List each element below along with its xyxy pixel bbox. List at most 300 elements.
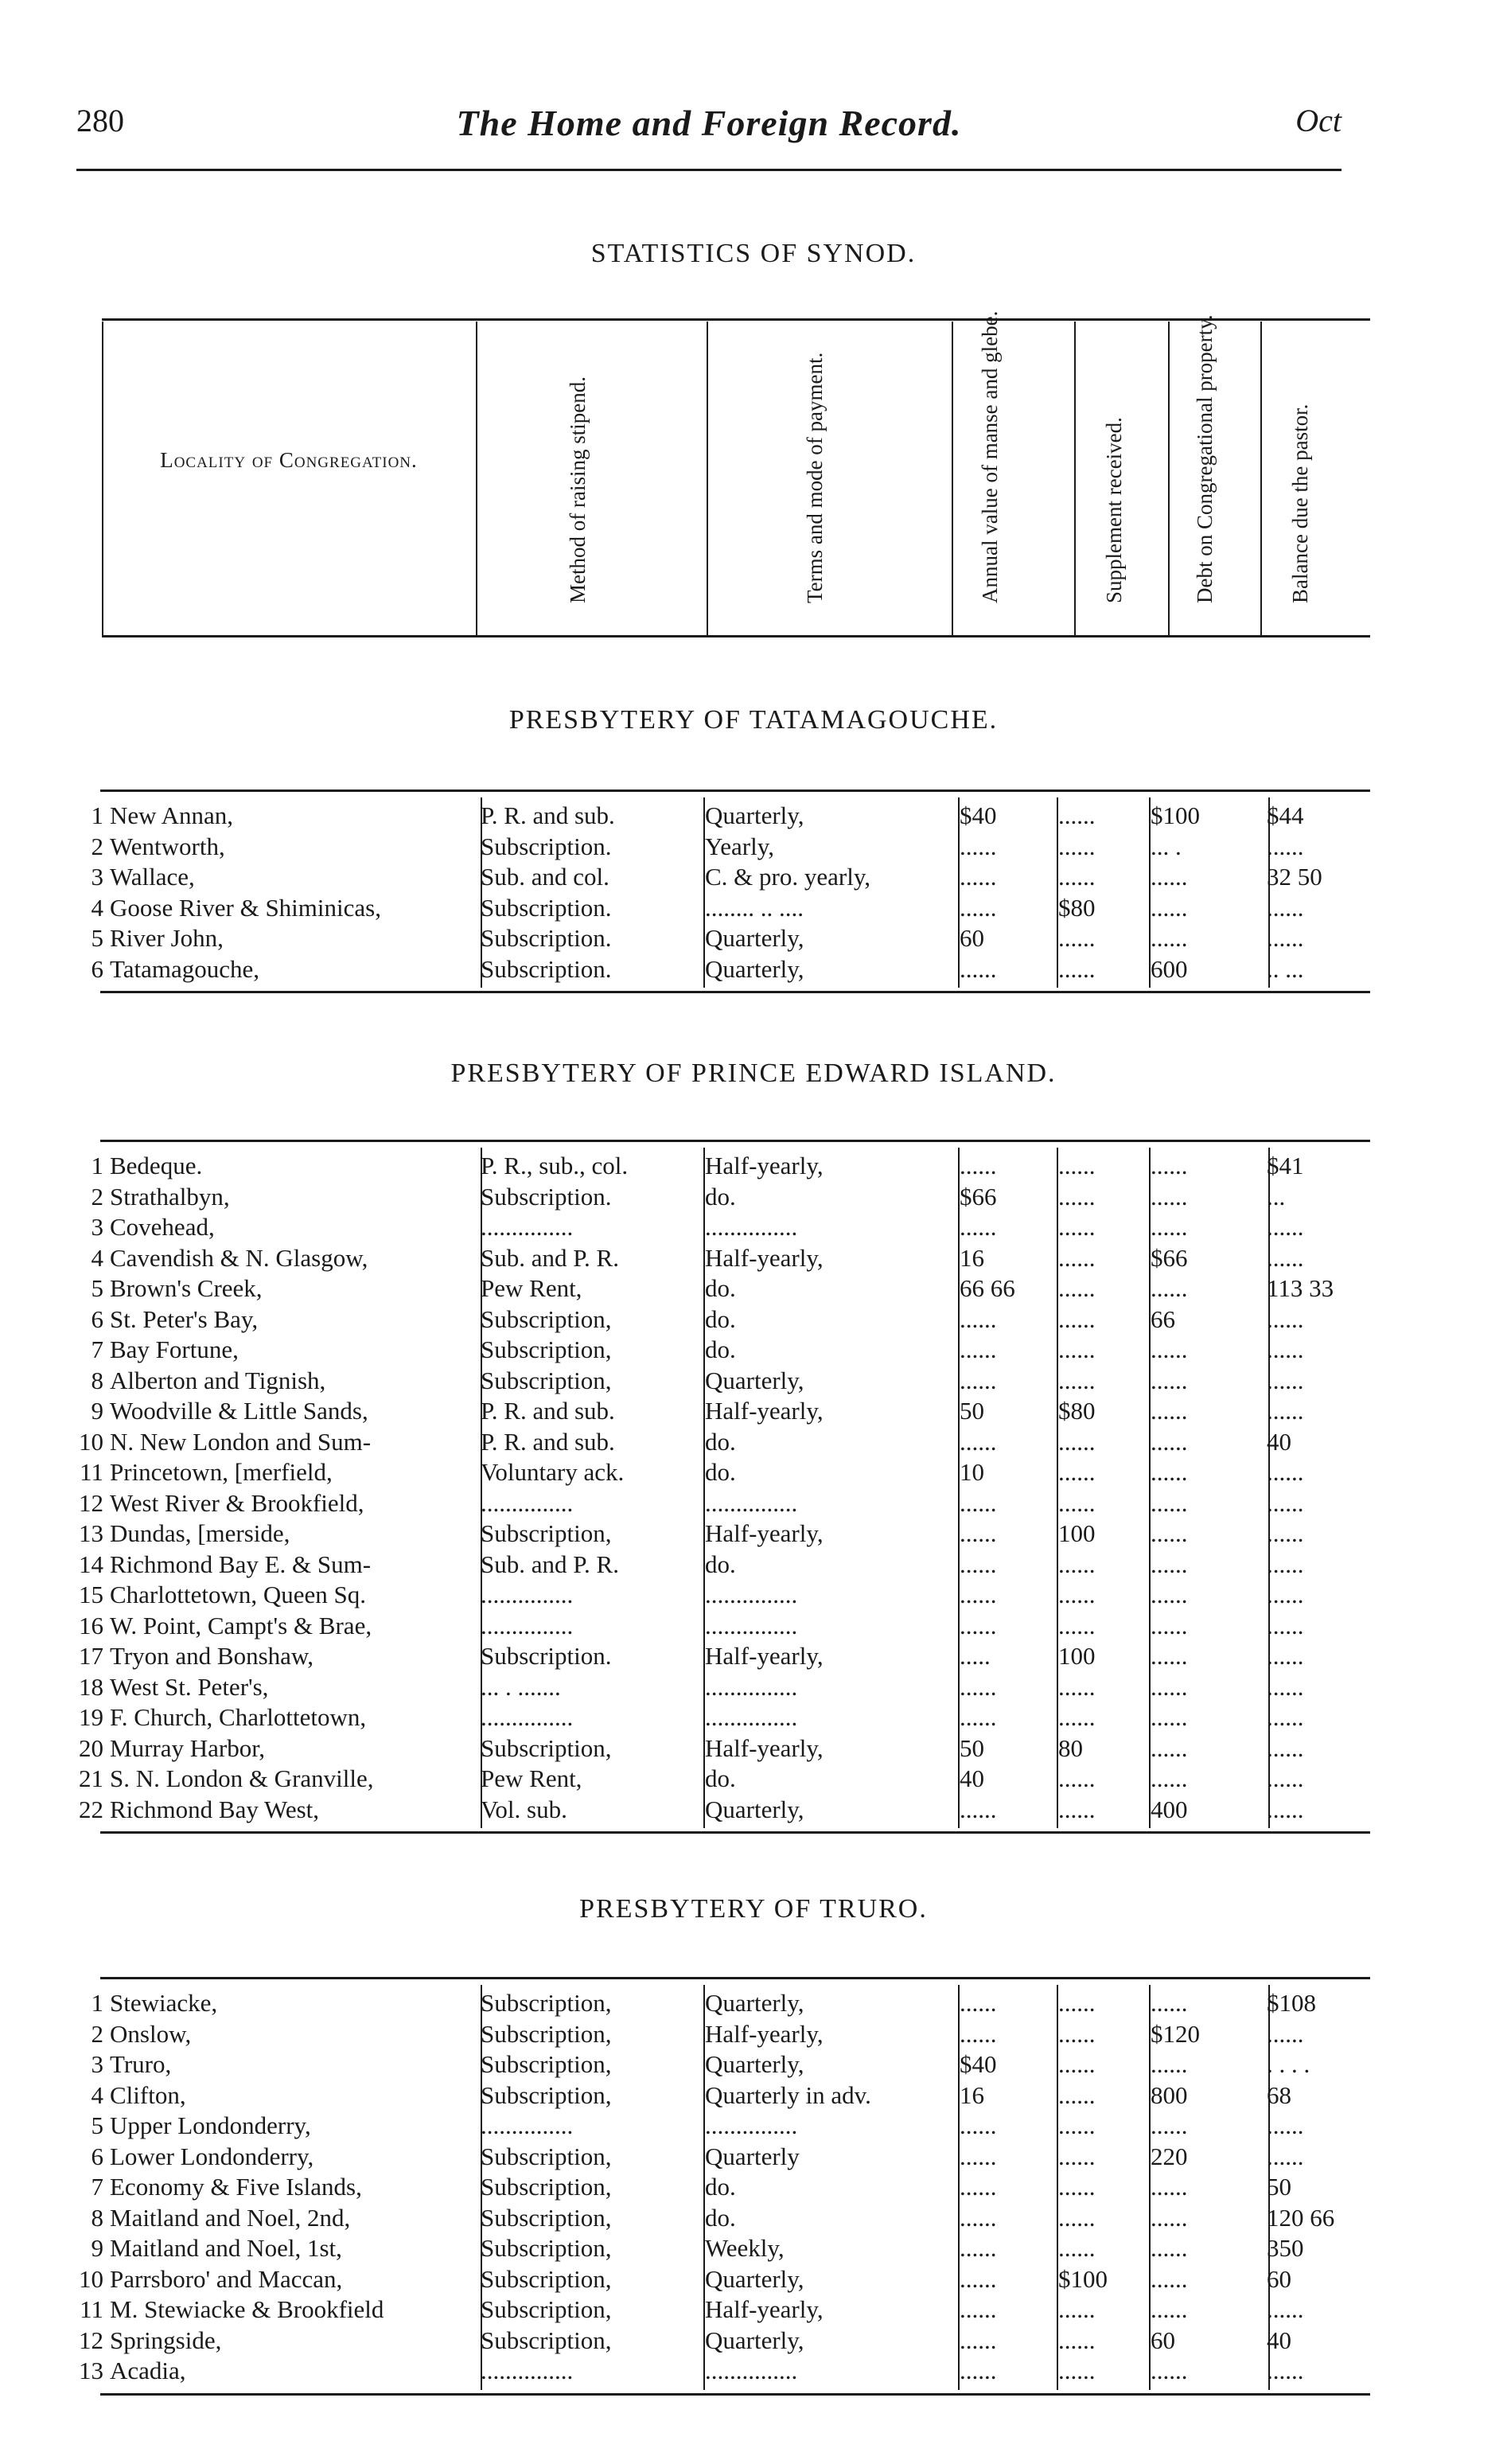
method-cell: Sub. and col.: [481, 863, 609, 891]
method-cell: Subscription.: [481, 954, 612, 983]
debt-cell: ......: [1151, 1488, 1188, 1517]
row-number: 2: [91, 832, 103, 860]
table-row: [76, 2172, 1370, 2202]
method-cell: Subscription.: [481, 1642, 612, 1670]
row-number: 8: [91, 1366, 103, 1394]
manse-cell: ......: [960, 863, 997, 891]
debt-cell: ......: [1151, 1550, 1188, 1578]
method-cell: ...............: [481, 1611, 574, 1639]
locality-cell: N. New London and Sum-: [110, 1427, 372, 1456]
debt-cell: ......: [1151, 1182, 1188, 1211]
terms-cell: Quarterly,: [705, 1795, 804, 1823]
locality-cell: Woodville & Little Sands,: [110, 1397, 368, 1425]
balance-cell: 50: [1267, 2173, 1291, 2201]
balance-cell: ......: [1267, 1335, 1304, 1363]
debt-cell: ......: [1151, 1764, 1188, 1792]
column-header-supplement: Supplement received.: [1102, 417, 1126, 603]
locality-cell: Truro,: [110, 2050, 172, 2078]
table-bottom-rule: [100, 2393, 1370, 2396]
supplement-cell: ......: [1058, 2019, 1096, 2048]
row-number: 7: [91, 2173, 103, 2201]
debt-cell: ......: [1151, 2111, 1188, 2139]
locality-cell: M. Stewiacke & Brookfield: [110, 2295, 384, 2323]
locality-cell: Richmond Bay West,: [110, 1795, 320, 1823]
table-row: [76, 1396, 1370, 1426]
balance-cell: ......: [1267, 1550, 1304, 1578]
locality-cell: S. N. London & Granville,: [110, 1764, 374, 1792]
locality-cell: F. Church, Charlottetown,: [110, 1703, 367, 1731]
balance-cell: ......: [1267, 2019, 1304, 2048]
debt-cell: ......: [1151, 2203, 1188, 2232]
balance-cell: 120 66: [1267, 2203, 1335, 2232]
table-row: [76, 1457, 1370, 1487]
table-row: [76, 1580, 1370, 1610]
terms-cell: Quarterly,: [705, 954, 804, 983]
debt-cell: ......: [1151, 1581, 1188, 1608]
manse-cell: ......: [960, 1152, 997, 1179]
row-number: 20: [79, 1733, 103, 1762]
manse-cell: 50: [960, 1397, 984, 1425]
balance-cell: ......: [1267, 832, 1304, 860]
row-number: 5: [91, 924, 103, 952]
locality-cell: Charlottetown, Queen Sq.: [110, 1581, 367, 1608]
debt-cell: ......: [1151, 2234, 1188, 2262]
supplement-cell: ......: [1058, 863, 1096, 891]
debt-cell: 66: [1151, 1304, 1175, 1333]
row-number: 21: [79, 1764, 103, 1792]
table-row: [76, 1672, 1370, 1702]
supplement-cell: ......: [1058, 1243, 1096, 1272]
supplement-cell: ......: [1058, 801, 1096, 829]
terms-cell: ...............: [705, 1581, 798, 1608]
debt-cell: ......: [1151, 924, 1188, 952]
method-cell: Subscription,: [481, 2203, 612, 2232]
method-cell: P. R. and sub.: [481, 1427, 615, 1456]
balance-cell: ......: [1267, 1458, 1304, 1486]
row-number: 8: [91, 2203, 103, 2232]
running-header: [76, 102, 1342, 150]
column-header-block: [102, 310, 1370, 638]
supplement-cell: ......: [1058, 2111, 1096, 2139]
method-cell: Subscription.: [481, 832, 612, 860]
manse-cell: 16: [960, 2080, 984, 2109]
locality-cell: St. Peter's Bay,: [110, 1304, 259, 1333]
manse-cell: ......: [960, 2019, 997, 2048]
debt-cell: ......: [1151, 1458, 1188, 1486]
presbytery-title-tatamagouche: PRESBYTERY OF TATAMAGOUCHE.: [508, 705, 999, 735]
debt-cell: ......: [1151, 1672, 1188, 1701]
table-row: [76, 1641, 1370, 1671]
terms-cell: Quarterly,: [705, 2264, 804, 2293]
locality-cell: Economy & Five Islands,: [110, 2173, 362, 2201]
balance-cell: ...: [1267, 1182, 1286, 1211]
terms-cell: Half-yearly,: [705, 1243, 824, 1272]
debt-cell: ......: [1151, 2264, 1188, 2293]
balance-cell: ......: [1267, 2142, 1304, 2170]
row-number: 13: [79, 2357, 103, 2384]
locality-cell: Acadia,: [110, 2357, 186, 2384]
balance-cell: ......: [1267, 2111, 1304, 2139]
locality-cell: Cavendish & N. Glasgow,: [110, 1243, 368, 1272]
table-row: [76, 1304, 1370, 1335]
supplement-cell: ......: [1058, 1335, 1096, 1363]
table-row: [76, 1243, 1370, 1273]
method-cell: ...............: [481, 1213, 574, 1241]
table-bottom-rule: [100, 991, 1370, 993]
terms-cell: Yearly,: [705, 832, 774, 860]
manse-cell: ......: [960, 1795, 997, 1823]
terms-cell: do.: [705, 1764, 736, 1792]
row-number: 4: [91, 2080, 103, 2109]
row-number: 3: [91, 863, 103, 891]
manse-cell: ......: [960, 1581, 997, 1608]
method-cell: Subscription,: [481, 2295, 612, 2323]
table-row: [76, 1795, 1370, 1825]
table-prince-edward-island: [76, 1140, 1370, 1824]
supplement-cell: ......: [1058, 1550, 1096, 1578]
header-top-rule: [102, 318, 1370, 321]
manse-cell: ......: [960, 954, 997, 983]
page-number: 280: [76, 103, 124, 138]
method-cell: Subscription.: [481, 924, 612, 952]
terms-cell: do.: [705, 1182, 736, 1211]
debt-cell: $120: [1151, 2019, 1200, 2048]
row-number: 3: [91, 1213, 103, 1241]
table-tatamagouche: [76, 789, 1370, 988]
table-row: [76, 2264, 1370, 2294]
row-number: 13: [79, 1519, 103, 1547]
balance-cell: ......: [1267, 1519, 1304, 1547]
table-row: [76, 1212, 1370, 1242]
locality-cell: Tryon and Bonshaw,: [110, 1642, 314, 1670]
locality-cell: Clifton,: [110, 2080, 186, 2109]
supplement-cell: ......: [1058, 1304, 1096, 1333]
method-cell: Pew Rent,: [481, 1764, 582, 1792]
method-cell: Sub. and P. R.: [481, 1550, 619, 1578]
method-cell: Subscription.: [481, 893, 612, 922]
balance-cell: ......: [1267, 1764, 1304, 1792]
debt-cell: 400: [1151, 1795, 1188, 1823]
debt-cell: ......: [1151, 1152, 1188, 1179]
manse-cell: 50: [960, 1733, 984, 1762]
manse-cell: 66 66: [960, 1274, 1015, 1302]
locality-cell: Covehead,: [110, 1213, 215, 1241]
locality-cell: New Annan,: [110, 801, 233, 829]
table-row: [76, 893, 1370, 923]
supplement-cell: ......: [1058, 2080, 1096, 2109]
locality-cell: Bay Fortune,: [110, 1335, 239, 1363]
terms-cell: ...............: [705, 2111, 798, 2139]
manse-cell: ......: [960, 1550, 997, 1578]
table-row: [76, 1273, 1370, 1304]
row-number: 17: [79, 1642, 103, 1670]
supplement-cell: ......: [1058, 2050, 1096, 2078]
supplement-cell: ......: [1058, 1611, 1096, 1639]
locality-cell: Springside,: [110, 2326, 222, 2354]
row-number: 6: [91, 2142, 103, 2170]
manse-cell: ......: [960, 1519, 997, 1547]
manse-cell: ......: [960, 2357, 997, 2384]
terms-cell: Half-yearly,: [705, 1397, 824, 1425]
manse-cell: ......: [960, 1366, 997, 1394]
manse-cell: $40: [960, 801, 997, 829]
terms-cell: Quarterly,: [705, 1366, 804, 1394]
balance-cell: ......: [1267, 2295, 1304, 2323]
balance-cell: ......: [1267, 1733, 1304, 1762]
balance-cell: ......: [1267, 924, 1304, 952]
locality-cell: Murray Harbor,: [110, 1733, 266, 1762]
debt-cell: ......: [1151, 1366, 1188, 1394]
debt-cell: ......: [1151, 1274, 1188, 1302]
column-divider: [952, 322, 953, 635]
method-cell: Subscription,: [481, 2326, 612, 2354]
column-divider: [1168, 322, 1170, 635]
supplement-cell: ......: [1058, 1488, 1096, 1517]
table-row: [76, 1366, 1370, 1396]
column-divider: [1260, 322, 1262, 635]
journal-title: The Home and Foreign Record.: [456, 103, 962, 143]
balance-cell: ......: [1267, 2357, 1304, 2384]
supplement-cell: ......: [1058, 924, 1096, 952]
terms-cell: Quarterly,: [705, 924, 804, 952]
method-cell: Vol. sub.: [481, 1795, 567, 1823]
supplement-cell: 80: [1058, 1733, 1083, 1762]
locality-cell: Alberton and Tignish,: [110, 1366, 326, 1394]
row-number: 4: [91, 1243, 103, 1272]
terms-cell: ...............: [705, 1703, 798, 1731]
manse-cell: ......: [960, 2111, 997, 2139]
row-number: 12: [79, 1488, 103, 1517]
manse-cell: ......: [960, 2264, 997, 2293]
terms-cell: ...............: [705, 1611, 798, 1639]
table-truro: [76, 1977, 1370, 2391]
method-cell: Subscription,: [481, 2142, 612, 2170]
row-number: 19: [79, 1703, 103, 1731]
method-cell: Subscription.: [481, 1182, 612, 1211]
table-row: [76, 1488, 1370, 1519]
row-number: 10: [79, 1427, 103, 1456]
balance-cell: 60: [1267, 2264, 1291, 2293]
column-divider: [707, 322, 708, 635]
method-cell: Subscription,: [481, 1989, 612, 2017]
table-row: [76, 1764, 1370, 1794]
supplement-cell: ......: [1058, 1989, 1096, 2017]
header-rule: [76, 169, 1342, 171]
manse-cell: 16: [960, 1243, 984, 1272]
balance-cell: ......: [1267, 1581, 1304, 1608]
terms-cell: Half-yearly,: [705, 1152, 824, 1179]
debt-cell: ......: [1151, 1733, 1188, 1762]
locality-cell: Maitland and Noel, 2nd,: [110, 2203, 351, 2232]
terms-cell: ...............: [705, 1213, 798, 1241]
row-number: 15: [79, 1581, 103, 1608]
table-row: [76, 832, 1370, 862]
row-number: 12: [79, 2326, 103, 2354]
locality-cell: Wentworth,: [110, 832, 225, 860]
debt-cell: $100: [1151, 801, 1200, 829]
debt-cell: ......: [1151, 1989, 1188, 2017]
table-bottom-rule: [100, 1831, 1370, 1834]
manse-cell: ......: [960, 2203, 997, 2232]
table-row: [76, 1733, 1370, 1764]
column-header-manse: Annual value of manse and glebe.: [978, 310, 1002, 603]
terms-cell: ........ .. ....: [705, 893, 804, 922]
debt-cell: ......: [1151, 1611, 1188, 1639]
method-cell: P. R., sub., col.: [481, 1152, 629, 1179]
manse-cell: ......: [960, 2234, 997, 2262]
method-cell: Subscription,: [481, 1519, 612, 1547]
locality-cell: Goose River & Shiminicas,: [110, 893, 381, 922]
manse-cell: 60: [960, 924, 984, 952]
table-row: [76, 2233, 1370, 2263]
debt-cell: ......: [1151, 863, 1188, 891]
balance-cell: ......: [1267, 1703, 1304, 1731]
table-row: [76, 1702, 1370, 1733]
locality-cell: W. Point, Campt's & Brae,: [110, 1611, 372, 1639]
issue-month: Oct: [1295, 103, 1342, 138]
manse-cell: ......: [960, 832, 997, 860]
balance-cell: ......: [1267, 1672, 1304, 1701]
locality-cell: Dundas, [merside,: [110, 1519, 290, 1547]
terms-cell: Quarterly: [705, 2142, 800, 2170]
supplement-cell: $100: [1058, 2264, 1108, 2293]
locality-cell: Maitland and Noel, 1st,: [110, 2234, 342, 2262]
debt-cell: ......: [1151, 893, 1188, 922]
row-number: 11: [80, 2295, 103, 2323]
method-cell: Subscription,: [481, 2264, 612, 2293]
supplement-cell: ......: [1058, 832, 1096, 860]
presbytery-title-pei: PRESBYTERY OF PRINCE EDWARD ISLAND.: [450, 1059, 1057, 1088]
manse-cell: 40: [960, 1764, 984, 1792]
supplement-cell: ......: [1058, 2203, 1096, 2232]
column-divider: [102, 322, 103, 635]
row-number: 6: [91, 954, 103, 983]
locality-cell: West St. Peter's,: [110, 1672, 269, 1701]
debt-cell: ......: [1151, 1427, 1188, 1456]
manse-cell: ......: [960, 1304, 997, 1333]
column-header-debt: Debt on Congregational property.: [1193, 314, 1217, 603]
table-row: [76, 1519, 1370, 1549]
balance-cell: ......: [1267, 1213, 1304, 1241]
column-divider: [476, 322, 477, 635]
balance-cell: ......: [1267, 1488, 1304, 1517]
table-row: [76, 2049, 1370, 2080]
locality-cell: Richmond Bay E. & Sum-: [110, 1550, 372, 1578]
terms-cell: do.: [705, 1427, 736, 1456]
method-cell: Subscription,: [481, 1366, 612, 1394]
debt-cell: ... .: [1151, 832, 1182, 860]
supplement-cell: ......: [1058, 2295, 1096, 2323]
method-cell: Subscription,: [481, 1304, 612, 1333]
balance-cell: 113 33: [1267, 1274, 1334, 1302]
table-row: [76, 1151, 1370, 1181]
manse-cell: ......: [960, 1989, 997, 2017]
manse-cell: ......: [960, 893, 997, 922]
locality-cell: Parrsboro' and Maccan,: [110, 2264, 343, 2293]
terms-cell: ...............: [705, 1672, 798, 1701]
table-row: [76, 1427, 1370, 1457]
method-cell: P. R. and sub.: [481, 801, 615, 829]
method-cell: Subscription,: [481, 2080, 612, 2109]
debt-cell: ......: [1151, 1335, 1188, 1363]
debt-cell: 60: [1151, 2326, 1175, 2354]
column-header-locality: Locality of Congregation.: [160, 448, 418, 472]
locality-cell: West River & Brookfield,: [110, 1488, 364, 1517]
terms-cell: Half-yearly,: [705, 2295, 824, 2323]
balance-cell: ......: [1267, 1366, 1304, 1394]
method-cell: ...............: [481, 1488, 574, 1517]
debt-cell: $66: [1151, 1243, 1188, 1272]
balance-cell: 40: [1267, 2326, 1291, 2354]
balance-cell: 32 50: [1267, 863, 1322, 891]
terms-cell: Half-yearly,: [705, 1642, 824, 1670]
terms-cell: C. & pro. yearly,: [705, 863, 871, 891]
table-row: [76, 2019, 1370, 2049]
manse-cell: $40: [960, 2050, 997, 2078]
balance-cell: ......: [1267, 1397, 1304, 1425]
method-cell: ...............: [481, 2111, 574, 2139]
manse-cell: ......: [960, 2142, 997, 2170]
terms-cell: Quarterly in adv.: [705, 2080, 871, 2109]
terms-cell: Half-yearly,: [705, 2019, 824, 2048]
table-row: [76, 923, 1370, 953]
supplement-cell: ......: [1058, 1152, 1096, 1179]
supplement-cell: ......: [1058, 1672, 1096, 1701]
terms-cell: Quarterly,: [705, 2050, 804, 2078]
table-row: [76, 954, 1370, 984]
supplement-cell: ......: [1058, 1581, 1096, 1608]
balance-cell: ......: [1267, 1304, 1304, 1333]
method-cell: ...............: [481, 1581, 574, 1608]
balance-cell: $108: [1267, 1989, 1316, 2017]
method-cell: ...............: [481, 1703, 574, 1731]
terms-cell: Quarterly,: [705, 2326, 804, 2354]
supplement-cell: ......: [1058, 2142, 1096, 2170]
manse-cell: ......: [960, 1703, 997, 1731]
method-cell: Pew Rent,: [481, 1274, 582, 1302]
debt-cell: 220: [1151, 2142, 1188, 2170]
debt-cell: ......: [1151, 2050, 1188, 2078]
method-cell: ...............: [481, 2357, 574, 2384]
table-row: [76, 1335, 1370, 1365]
table-row: [76, 1988, 1370, 2018]
manse-cell: .....: [960, 1642, 991, 1670]
supplement-cell: ......: [1058, 1795, 1096, 1823]
manse-cell: ......: [960, 1213, 997, 1241]
terms-cell: ...............: [705, 1488, 798, 1517]
table-row: [76, 801, 1370, 831]
debt-cell: ......: [1151, 1703, 1188, 1731]
supplement-cell: ......: [1058, 1764, 1096, 1792]
presbytery-title-truro: PRESBYTERY OF TRURO.: [579, 1894, 928, 1924]
supplement-cell: $80: [1058, 893, 1096, 922]
table-row: [76, 2203, 1370, 2233]
locality-cell: Onslow,: [110, 2019, 192, 2048]
table-row: [76, 862, 1370, 892]
table-row: [76, 2142, 1370, 2172]
balance-cell: $41: [1267, 1152, 1304, 1179]
table-row: [76, 1550, 1370, 1580]
supplement-cell: 100: [1058, 1519, 1096, 1547]
terms-cell: Half-yearly,: [705, 1733, 824, 1762]
row-number: 5: [91, 1274, 103, 1302]
debt-cell: 800: [1151, 2080, 1188, 2109]
row-number: 2: [91, 1182, 103, 1211]
locality-cell: River John,: [110, 924, 224, 952]
supplement-cell: ......: [1058, 1458, 1096, 1486]
terms-cell: Quarterly,: [705, 1989, 804, 2017]
supplement-cell: ......: [1058, 2326, 1096, 2354]
